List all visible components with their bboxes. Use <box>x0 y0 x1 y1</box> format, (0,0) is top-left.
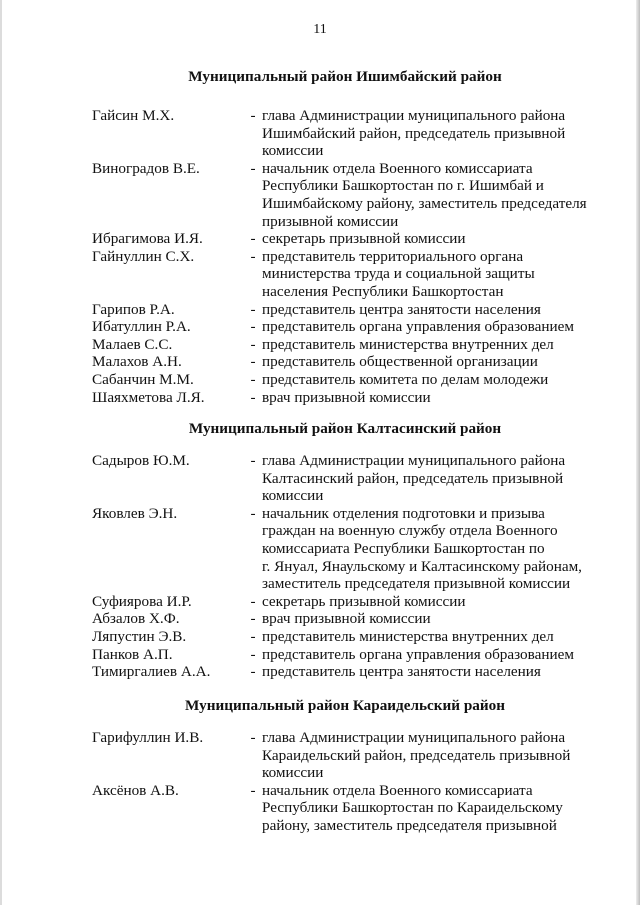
member-role-line: представитель министерства внутренних дел <box>262 335 554 353</box>
member-role <box>262 248 608 301</box>
dash-separator: - <box>250 663 256 681</box>
dash-separator: - <box>250 353 256 371</box>
member-role <box>262 505 608 593</box>
dash-separator: - <box>250 230 256 248</box>
member-row <box>92 452 612 505</box>
member-name: Яковлев Э.Н. <box>92 504 178 522</box>
member-role-line: граждан на военную службу отдела Военного <box>262 522 558 540</box>
member-role-line: Республики Башкортостан по г. Ишимбай и <box>262 177 544 195</box>
member-role-line: начальник отдела Военного комиссариата <box>262 159 533 177</box>
member-row <box>92 160 612 230</box>
member-role <box>262 301 608 319</box>
page-number: 11 <box>313 22 327 37</box>
member-row <box>92 301 612 319</box>
member-name: Виноградов В.Е. <box>92 159 200 177</box>
member-row <box>92 782 612 835</box>
member-role <box>262 107 608 160</box>
member-role <box>262 729 608 782</box>
member-role <box>262 593 608 611</box>
member-role-line: представитель территориального органа <box>262 247 524 265</box>
dash-separator: - <box>250 335 256 353</box>
member-role <box>262 389 608 407</box>
member-role-line: заместитель председателя призывной комиссии <box>262 575 571 593</box>
member-role-line: секретарь призывной комиссии <box>262 592 466 610</box>
scan-edge-left <box>0 0 2 905</box>
dash-separator: - <box>250 247 256 265</box>
member-row <box>92 230 612 248</box>
member-role-line: глава Администрации муниципального района <box>262 729 566 746</box>
member-role-line: комиссии <box>262 764 324 782</box>
dash-separator: - <box>250 452 256 469</box>
member-row <box>92 628 612 646</box>
member-row <box>92 610 612 628</box>
member-role <box>262 628 608 646</box>
member-role <box>262 452 608 505</box>
member-name: Тимиргалиев А.А. <box>92 663 211 681</box>
member-role-line: секретарь призывной комиссии <box>262 230 466 248</box>
dash-separator: - <box>250 318 256 336</box>
member-role-line: представитель органа управления образованием <box>262 645 574 663</box>
member-role-line: представитель министерства внутренних дел <box>262 627 554 645</box>
member-name: Гайсин М.Х. <box>92 107 175 124</box>
member-role <box>262 160 608 230</box>
member-role <box>262 646 608 664</box>
member-role <box>262 782 608 835</box>
member-role-line: Республики Башкортостан по Караидельскому <box>262 799 563 817</box>
member-name: Малаев С.С. <box>92 335 173 353</box>
section-title-ishimbay: Муниципальный район Ишимбайский район <box>188 68 502 85</box>
member-role-line: глава Администрации муниципального района <box>262 452 566 469</box>
member-role-line: населения Республики Башкортостан <box>262 282 504 300</box>
member-role-line: Ишимбайскому району, заместитель председателя <box>262 194 587 212</box>
scan-edge-right <box>636 0 640 905</box>
member-role-line: комиссариата Республики Башкортостан по <box>262 539 545 557</box>
member-role-line: начальник отдела Военного комиссариата <box>262 781 533 799</box>
dash-separator: - <box>250 107 256 124</box>
member-role-line: представитель комитета по делам молодежи <box>262 370 549 388</box>
member-row <box>92 248 612 301</box>
member-name: Суфиярова И.Р. <box>92 592 192 610</box>
member-role-line: г. Януал, Янаульскому и Калтасинскому районам, <box>262 557 582 575</box>
dash-separator: - <box>250 159 256 177</box>
member-role-line: врач призывной комиссии <box>262 388 431 406</box>
section-title-karaidel: Муниципальный район Караидельский район <box>185 697 505 714</box>
member-role-line: комиссии <box>262 142 324 160</box>
member-role-line: Калтасинский район, председатель призывной <box>262 469 564 487</box>
member-row <box>92 729 612 782</box>
dash-separator: - <box>250 300 256 318</box>
member-list-ishimbay <box>92 107 612 406</box>
member-name: Панков А.П. <box>92 645 173 663</box>
member-name: Ибрагимова И.Я. <box>92 230 203 248</box>
member-name: Садыров Ю.М. <box>92 452 190 469</box>
dash-separator: - <box>250 370 256 388</box>
member-list-kaltasy <box>92 452 612 681</box>
member-role-line: представитель центра занятости населения <box>262 663 541 681</box>
member-row <box>92 353 612 371</box>
member-row <box>92 107 612 160</box>
member-name: Шаяхметова Л.Я. <box>92 388 205 406</box>
member-role-line: комиссии <box>262 487 324 505</box>
member-role-line: начальник отделения подготовки и призыва <box>262 504 545 522</box>
member-role-line: представитель центра занятости населения <box>262 300 541 318</box>
member-row <box>92 371 612 389</box>
member-role-line: представитель общественной организации <box>262 353 538 371</box>
member-role-line: глава Администрации муниципального района <box>262 107 566 124</box>
dash-separator: - <box>250 504 256 522</box>
member-role-line: представитель органа управления образованием <box>262 318 574 336</box>
member-role-line: врач призывной комиссии <box>262 610 431 628</box>
member-name: Малахов А.Н. <box>92 353 182 371</box>
dash-separator: - <box>250 627 256 645</box>
member-name: Гайнуллин С.Х. <box>92 247 195 265</box>
member-row <box>92 663 612 681</box>
member-row <box>92 318 612 336</box>
member-role <box>262 336 608 354</box>
member-name: Гарифуллин И.В. <box>92 729 204 746</box>
member-list-karaidel <box>92 729 612 835</box>
member-row <box>92 336 612 354</box>
member-role <box>262 230 608 248</box>
member-row <box>92 505 612 593</box>
member-name: Аксёнов А.В. <box>92 781 179 799</box>
member-role-line: призывной комиссии <box>262 212 399 230</box>
member-role <box>262 610 608 628</box>
member-role-line: району, заместитель председателя призывной <box>262 816 557 834</box>
member-role <box>262 318 608 336</box>
member-row <box>92 646 612 664</box>
member-role-line: Караидельский район, председатель призывной <box>262 746 571 764</box>
dash-separator: - <box>250 781 256 799</box>
member-role <box>262 353 608 371</box>
dash-separator: - <box>250 388 256 406</box>
member-role <box>262 371 608 389</box>
dash-separator: - <box>250 729 256 746</box>
member-name: Сабанчин М.М. <box>92 370 194 388</box>
member-name: Гарипов Р.А. <box>92 300 175 318</box>
member-name: Ибатуллин Р.А. <box>92 318 191 336</box>
member-row <box>92 389 612 407</box>
dash-separator: - <box>250 610 256 628</box>
dash-separator: - <box>250 592 256 610</box>
member-role-line: Ишимбайский район, председатель призывной <box>262 124 566 142</box>
section-title-kaltasy: Муниципальный район Калтасинский район <box>188 420 502 437</box>
member-role-line: министерства труда и социальной защиты <box>262 265 535 283</box>
member-name: Абзалов Х.Ф. <box>92 610 180 628</box>
member-name: Ляпустин Э.В. <box>92 627 187 645</box>
dash-separator: - <box>250 645 256 663</box>
member-role <box>262 663 608 681</box>
member-row <box>92 593 612 611</box>
